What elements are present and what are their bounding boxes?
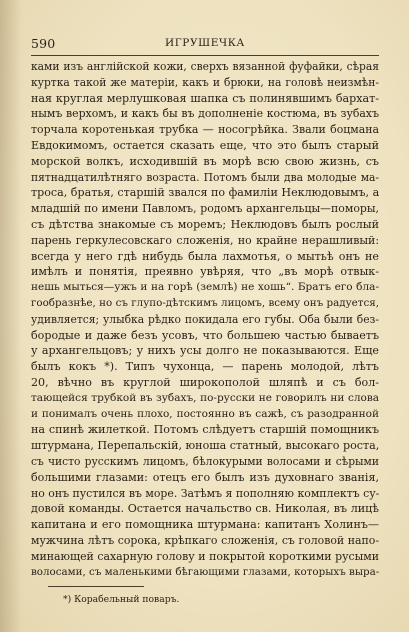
text-line: на спинѣ жилеткой. Потомъ слѣдуетъ старшій помощникъ <box>31 423 379 437</box>
text-line: и понималъ очень плохо, постоянно въ сажѣ, съ разодранной <box>31 407 379 420</box>
text-line: троса, братья, старшій звался по фамиліи Неклюдовымъ, а <box>31 186 379 200</box>
text-line: большими глазами: отецъ его былъ изъ духовнаго званія, <box>31 470 379 484</box>
page-header <box>31 36 379 54</box>
text-line: довой команды. Остается начальство св. Николая, въ лицѣ <box>31 502 379 516</box>
text-line: гообразнѣе, но съ глупо-дѣтскимъ лицомъ, всему онъ радуется, <box>31 296 379 309</box>
text-line: 20, вѣчно въ круглой широкополой шляпѣ и съ бол- <box>31 375 379 389</box>
text-line: минающей сахарную голову и покрытой короткими русыми <box>31 549 379 563</box>
text-line: всегда у него гдѣ нибудь была лахмотья, о мытьѣ онъ не <box>31 249 379 263</box>
text-line: ками изъ англійской кожи, сверхъ вязанной фуфайки, сѣрая <box>31 60 379 73</box>
text-line: нешь мыться—ужъ и на горѣ (землѣ) не хошь“. Братъ его бла- <box>31 281 379 294</box>
footnote: *) Корабельный поваръ. <box>63 594 180 605</box>
text-line: морской волкъ, исходившій въ морѣ всю свою жизнь, съ <box>31 154 379 168</box>
text-line: волосами, съ маленькими бѣгающими глазами, которыхъ выра- <box>31 565 379 578</box>
text-line: капитана и его помощника штурмана: капитанъ Холинъ— <box>31 518 379 532</box>
footnote-rule <box>48 586 144 587</box>
body-text <box>31 59 379 580</box>
text-line: мужчина лѣтъ сорока, крѣпкаго сложенія, съ головой напо- <box>31 533 379 547</box>
text-line: но онъ пустился въ море. Затѣмъ я пополняю комплектъ су- <box>31 486 379 500</box>
text-line: у архангельцовъ; у нихъ усы долго не показываются. Еще <box>31 344 379 358</box>
text-line: былъ кокъ *). Типъ чухонца, — парень молодой, лѣтъ <box>31 360 379 374</box>
text-line: съ дѣтства знакомые съ моремъ; Неклюдовъ былъ рослый <box>31 217 379 231</box>
text-line: тающейся трубкой въ зубахъ, по-русски не говорилъ ни слова <box>31 391 379 404</box>
text-line: съ чисто русскимъ лицомъ, бѣлокурыми волосами и сѣрыми <box>31 454 379 468</box>
text-line: парень геркулесовскаго сложенія, но крайне нерашливый: <box>31 233 379 247</box>
page-number: 590 <box>31 36 56 51</box>
running-title: ИГРУШЕЧКА <box>164 37 245 49</box>
text-line: имѣлъ и понятія, преявно увѣряя, что „въ морѣ отвык- <box>31 265 379 279</box>
text-line: младшій по имени Павломъ, родомъ архангельцы—поморы, <box>31 202 379 216</box>
text-line: торчала коротенькая трубка — носогрѣйка. Звали боцмана <box>31 123 379 137</box>
text-line: нымъ верхомъ, и какъ бы въ дополненіе костюма, въ зубахъ <box>31 107 379 121</box>
text-line: штурмана, Перепальскій, юноша статный, высокаго роста, <box>31 439 379 453</box>
header-rule <box>31 55 379 56</box>
text-line: ная круглая мерлушковая шапка съ полинявшимъ бархат- <box>31 91 379 105</box>
text-line: Евдокимомъ, остается сказать еще, что это былъ старый <box>31 138 379 152</box>
text-line: бородые и даже безъ усовъ, что большею частью бываетъ <box>31 328 379 342</box>
text-line: пятнадцатилѣтняго возраста. Потомъ были два молодые ма- <box>31 170 379 184</box>
text-line: куртка такой же матеріи, какъ и брюки, на головѣ неизмѣн- <box>31 75 379 89</box>
text-line: удивляется; улыбка рѣдко покидала его губы. Оба были без- <box>31 312 379 326</box>
